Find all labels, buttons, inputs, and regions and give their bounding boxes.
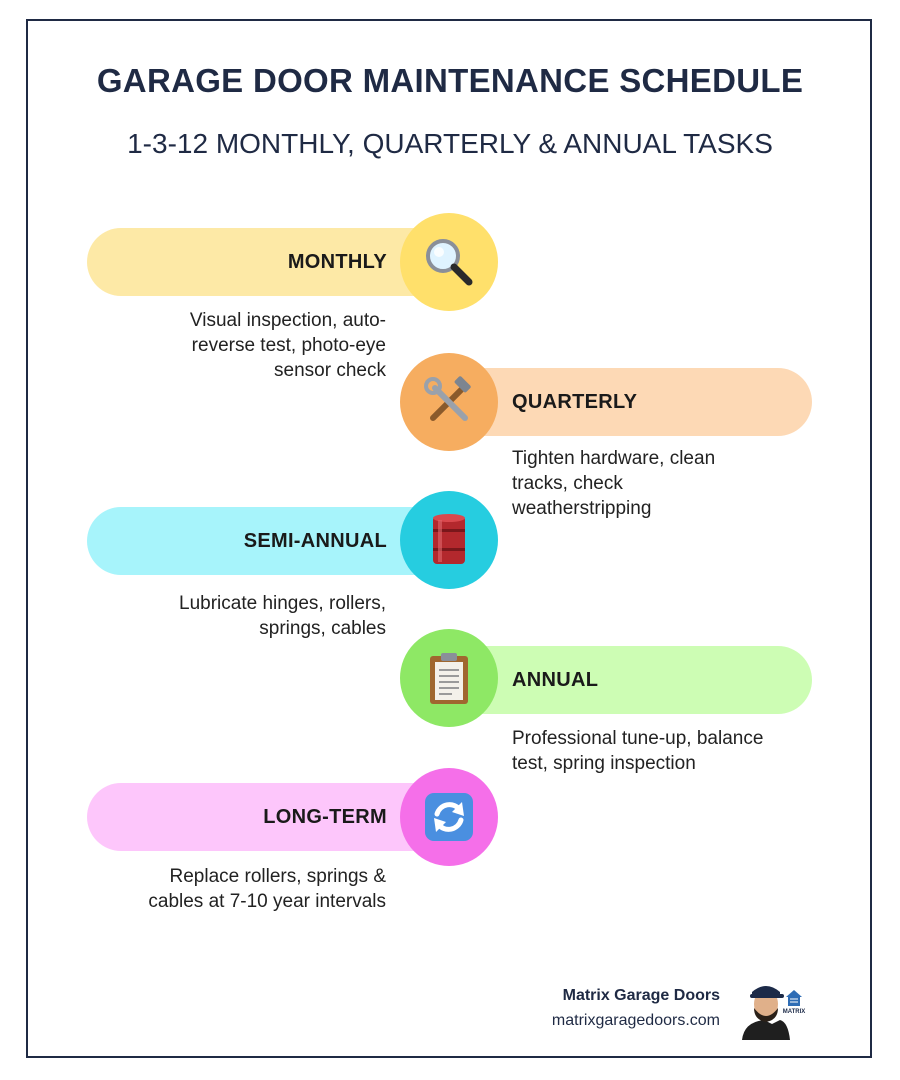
monthly-pill xyxy=(87,228,447,296)
brand-avatar xyxy=(738,978,810,1040)
page-title: GARAGE DOOR MAINTENANCE SCHEDULE xyxy=(96,62,804,99)
long-term-description: Replace rollers, springs & cables at 7-10 year intervals xyxy=(148,866,386,912)
long-term-pill xyxy=(87,783,447,851)
annual-pill xyxy=(450,646,812,714)
oil-barrel-icon xyxy=(424,512,474,568)
matrix-logo xyxy=(783,990,806,1015)
quarterly-label: QUARTERLY xyxy=(512,390,638,413)
semi-annual-label: SEMI-ANNUAL xyxy=(243,529,387,552)
page-subtitle: 1-3-12 MONTHLY, QUARTERLY & ANNUAL TASKS xyxy=(127,128,773,159)
quarterly-circle xyxy=(400,353,498,451)
semi-annual-pill xyxy=(87,507,447,575)
refresh-icon xyxy=(422,790,476,844)
clipboard-icon xyxy=(424,650,474,706)
semi-annual-description: Lubricate hinges, rollers, springs, cables xyxy=(179,593,386,639)
annual-label: ANNUAL xyxy=(512,668,599,691)
long-term-label: LONG-TERM xyxy=(263,805,387,828)
brand-url[interactable]: matrixgaragedoors.com xyxy=(551,1012,720,1029)
monthly-circle xyxy=(400,213,498,311)
tools-icon xyxy=(421,374,477,430)
brand-name: Matrix Garage Doors xyxy=(562,987,720,1004)
semi-annual-circle xyxy=(400,491,498,589)
magnifier-icon xyxy=(421,234,477,290)
annual-description: Professional tune-up, balance test, spring inspection xyxy=(512,728,764,774)
annual-circle xyxy=(400,629,498,727)
svg-text:MATRIX: MATRIX xyxy=(782,1009,806,1015)
monthly-description: Visual inspection, auto- reverse test, photo-eye sensor check xyxy=(189,310,386,381)
long-term-circle xyxy=(400,768,498,866)
monthly-label: MONTHLY xyxy=(287,250,387,273)
quarterly-pill xyxy=(450,368,812,436)
quarterly-description: Tighten hardware, clean tracks, check weatherstripping xyxy=(512,448,716,519)
